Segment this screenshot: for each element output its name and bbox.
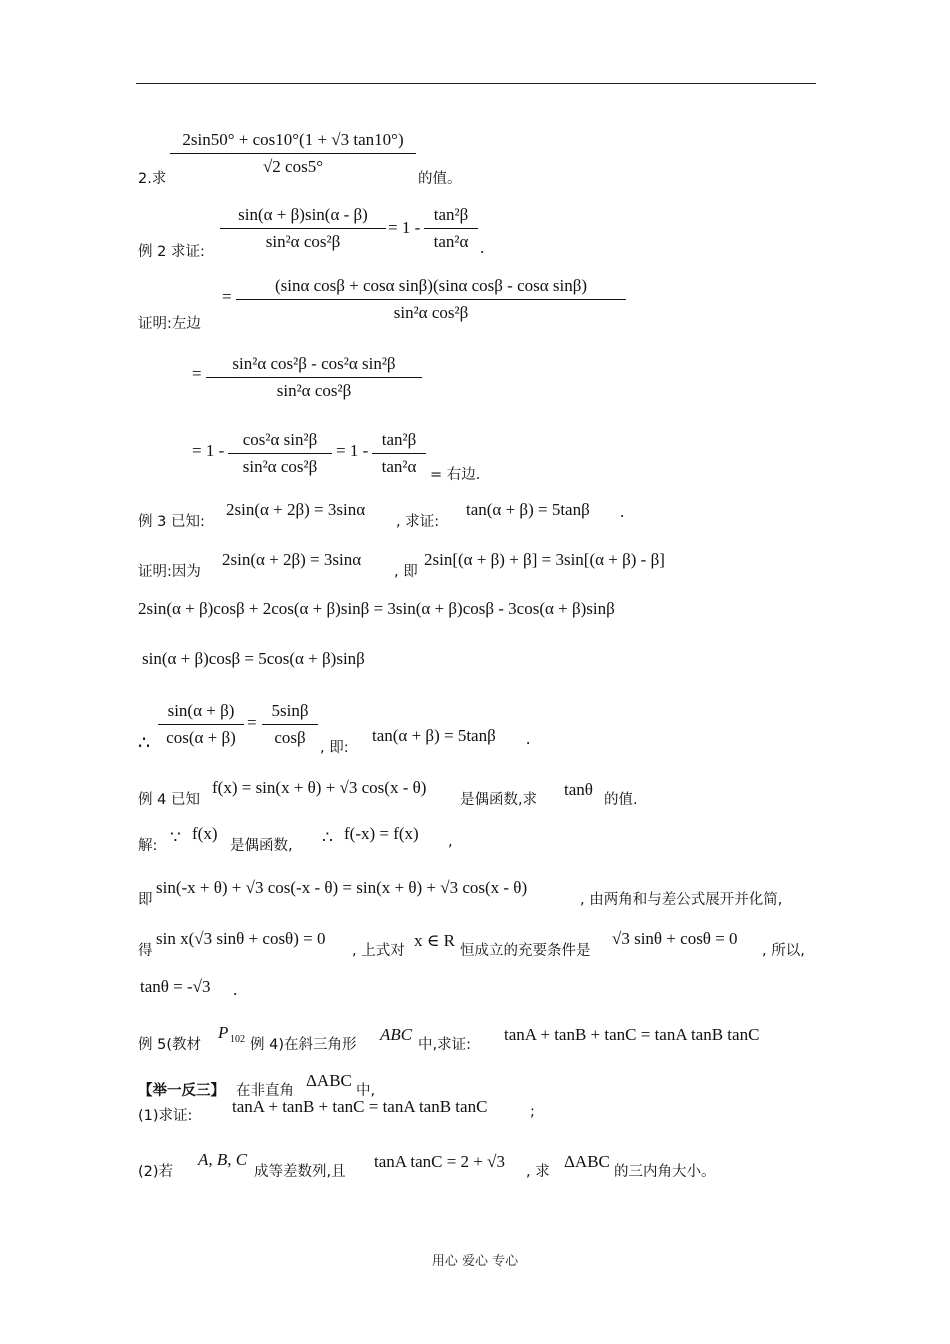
ex3-mid: , 求证:: [396, 514, 440, 530]
proof2-fraction4: [372, 430, 426, 477]
proof3-l4-res: tan(α + β) = 5tanβ: [372, 726, 496, 745]
ex3-label: 例 3 已知:: [138, 514, 205, 530]
ex2-rhs-num: tan²β: [433, 205, 469, 224]
practice-q2-label: (2)若: [138, 1164, 174, 1180]
proof2-l3a: = 1 -: [192, 441, 225, 460]
ex3-given: 2sin(α + 2β) = 3sinα: [226, 500, 366, 519]
sol4-l3-b: , 上式对: [352, 943, 405, 959]
ex2-end: .: [480, 238, 485, 257]
proof2-f4-den: tan²α: [381, 457, 417, 476]
proof2-f2-num: sin²α cos²β - cos²α sin²β: [232, 354, 396, 373]
proof2-f3-den: sin²α cos²β: [242, 457, 318, 476]
ex4-label: 例 4 已知: [138, 792, 200, 808]
ex5-label: 例 5(教材: [138, 1037, 201, 1053]
proof2-f1-num: (sinα cosβ + cosα sinβ)(sinα cosβ - cosα sinβ): [274, 276, 588, 295]
problem2-denominator: √2 cos5°: [262, 157, 324, 176]
ex2-lhs-fraction: [220, 205, 386, 252]
proof2-f4-num: tan²β: [381, 430, 417, 449]
practice-q1-label: (1)求证:: [138, 1108, 193, 1124]
sol4-l2-b: , 由两角和与差公式展开并化简,: [580, 892, 783, 908]
ex4-tan: tanθ: [564, 780, 593, 799]
proof3-f-den: cos(α + β): [166, 728, 236, 747]
ex5-psub: 102: [230, 1034, 245, 1045]
practice-q2-mid2: , 求: [526, 1164, 550, 1180]
practice-title-b: 在非直角: [236, 1083, 294, 1099]
practice-q2-abc: A, B, C: [198, 1150, 248, 1169]
ex3-goal: tan(α + β) = 5tanβ: [466, 500, 590, 519]
sol4-l3-a: 得: [138, 943, 153, 959]
ex5-mid: 中,求证:: [418, 1037, 471, 1053]
proof3-g-num: 5sinβ: [271, 701, 309, 720]
sol4-l2-a: 即: [138, 892, 153, 908]
ex2-lhs-num: sin(α + β)sin(α - β): [238, 205, 368, 224]
practice-q1-end: ;: [530, 1104, 535, 1120]
proof3-l3: sin(α + β)cosβ = 5cos(α + β)sinβ: [142, 649, 365, 668]
practice-title-c: 中,: [356, 1083, 376, 1099]
proof2-f3-num: cos²α sin²β: [242, 430, 318, 449]
ex5-abc: ABC: [380, 1025, 413, 1044]
ex4-mid: 是偶函数,求: [460, 792, 538, 808]
because-symbol: ∵: [170, 828, 181, 847]
proof2-f1-den: sin²α cos²β: [393, 303, 469, 322]
proof2-end: = 右边.: [430, 467, 481, 483]
problem2-numerator: 2sin50° + cos10°(1 + √3 tan10°): [182, 130, 404, 149]
proof3-l1-label: 证明:因为: [138, 564, 201, 580]
practice-q2-tri: ΔABC: [564, 1152, 610, 1171]
proof3-l1-b: 2sin[(α + β) + β] = 3sin[(α + β) - β]: [424, 550, 665, 569]
problem2-prefix: 2.求: [138, 171, 167, 187]
proof3-l1-mid: , 即: [394, 564, 418, 580]
header-rule: [136, 83, 816, 84]
ex2-rhs-fraction: [424, 205, 478, 252]
page-footer: 用心 爱心 专心: [431, 1254, 519, 1269]
practice-q2-end: 的三内角大小。: [614, 1164, 716, 1180]
sol4-l3-eq: sin x(√3 sinθ + cosθ) = 0: [156, 929, 326, 948]
ex2-lhs-den: sin²α cos²β: [265, 232, 341, 251]
ex5-eq: tanA + tanB + tanC = tanA tanB tanC: [504, 1025, 760, 1044]
ex3-end: .: [620, 502, 625, 521]
proof3-l4-mid: , 即:: [320, 740, 349, 756]
proof2-f2-den: sin²α cos²β: [276, 381, 352, 400]
proof2-l3b: = 1 -: [336, 441, 369, 460]
proof3-g-den: cosβ: [274, 728, 306, 747]
ex2-rhs-den: tan²α: [433, 232, 469, 251]
proof3-l1-a: 2sin(α + 2β) = 3sinα: [222, 550, 362, 569]
proof3-f-num: sin(α + β): [167, 701, 235, 720]
practice-tri: ΔABC: [306, 1071, 352, 1090]
proof3-eq: =: [247, 713, 257, 732]
proof3-l2: 2sin(α + β)cosβ + 2cos(α + β)sinβ = 3sin(α + β)cosβ - 3cos(α + β)sinβ: [138, 599, 615, 618]
proof3-end: .: [526, 729, 531, 748]
sol4-l4-end: .: [233, 980, 238, 999]
proof2-eq: =: [222, 287, 232, 306]
practice-q1-eq: tanA + tanB + tanC = tanA tanB tanC: [232, 1097, 488, 1116]
ex4-end: 的值.: [604, 792, 638, 808]
ex5-p: P: [218, 1023, 229, 1042]
ex2-label: 例 2 求证:: [138, 244, 205, 260]
therefore-symbol-2: ∴: [322, 828, 333, 847]
proof2-eq2: =: [192, 364, 202, 383]
proof2-fraction1: [236, 276, 626, 323]
proof3-fraction-f: [158, 701, 244, 748]
sol4-l3-eq2: √3 sinθ + cosθ = 0: [612, 929, 738, 948]
sol4-l2-eq: sin(-x + θ) + √3 cos(-x - θ) = sin(x + θ) + √3 cos(x - θ): [156, 878, 528, 897]
sol4-eq: f(-x) = f(x): [344, 824, 419, 843]
proof2-fraction2: [206, 354, 422, 401]
practice-q2-eq: tanA tanC = 2 + √3: [374, 1152, 505, 1171]
ex5-label2: 例 4)在斜三角形: [250, 1037, 357, 1053]
sol4-l1-b: 是偶函数,: [230, 838, 293, 854]
proof2-label: 证明:左边: [138, 316, 201, 332]
sol4-l4: tanθ = -√3: [140, 977, 211, 996]
sol4-l3-c: 恒成立的充要条件是: [460, 943, 591, 959]
ex4-fx: f(x) = sin(x + θ) + √3 cos(x - θ): [212, 778, 427, 797]
therefore-symbol: ∴: [138, 733, 151, 754]
ex2-eq-mid: = 1 -: [388, 218, 421, 237]
sol4-l3-x: x ∈ R: [414, 931, 455, 950]
proof3-fraction-g: [262, 701, 318, 748]
sol4-l3-d: , 所以,: [762, 943, 805, 959]
sol4-l1-end: ,: [448, 834, 453, 850]
practice-title: 【举一反三】: [138, 1083, 225, 1099]
problem2-suffix: 的值。: [418, 171, 462, 187]
problem2-fraction: [170, 130, 416, 177]
sol4-label: 解:: [138, 838, 158, 854]
proof2-fraction3: [228, 430, 332, 477]
practice-q2-mid: 成等差数列,且: [254, 1164, 346, 1180]
sol4-fx: f(x): [192, 824, 218, 843]
